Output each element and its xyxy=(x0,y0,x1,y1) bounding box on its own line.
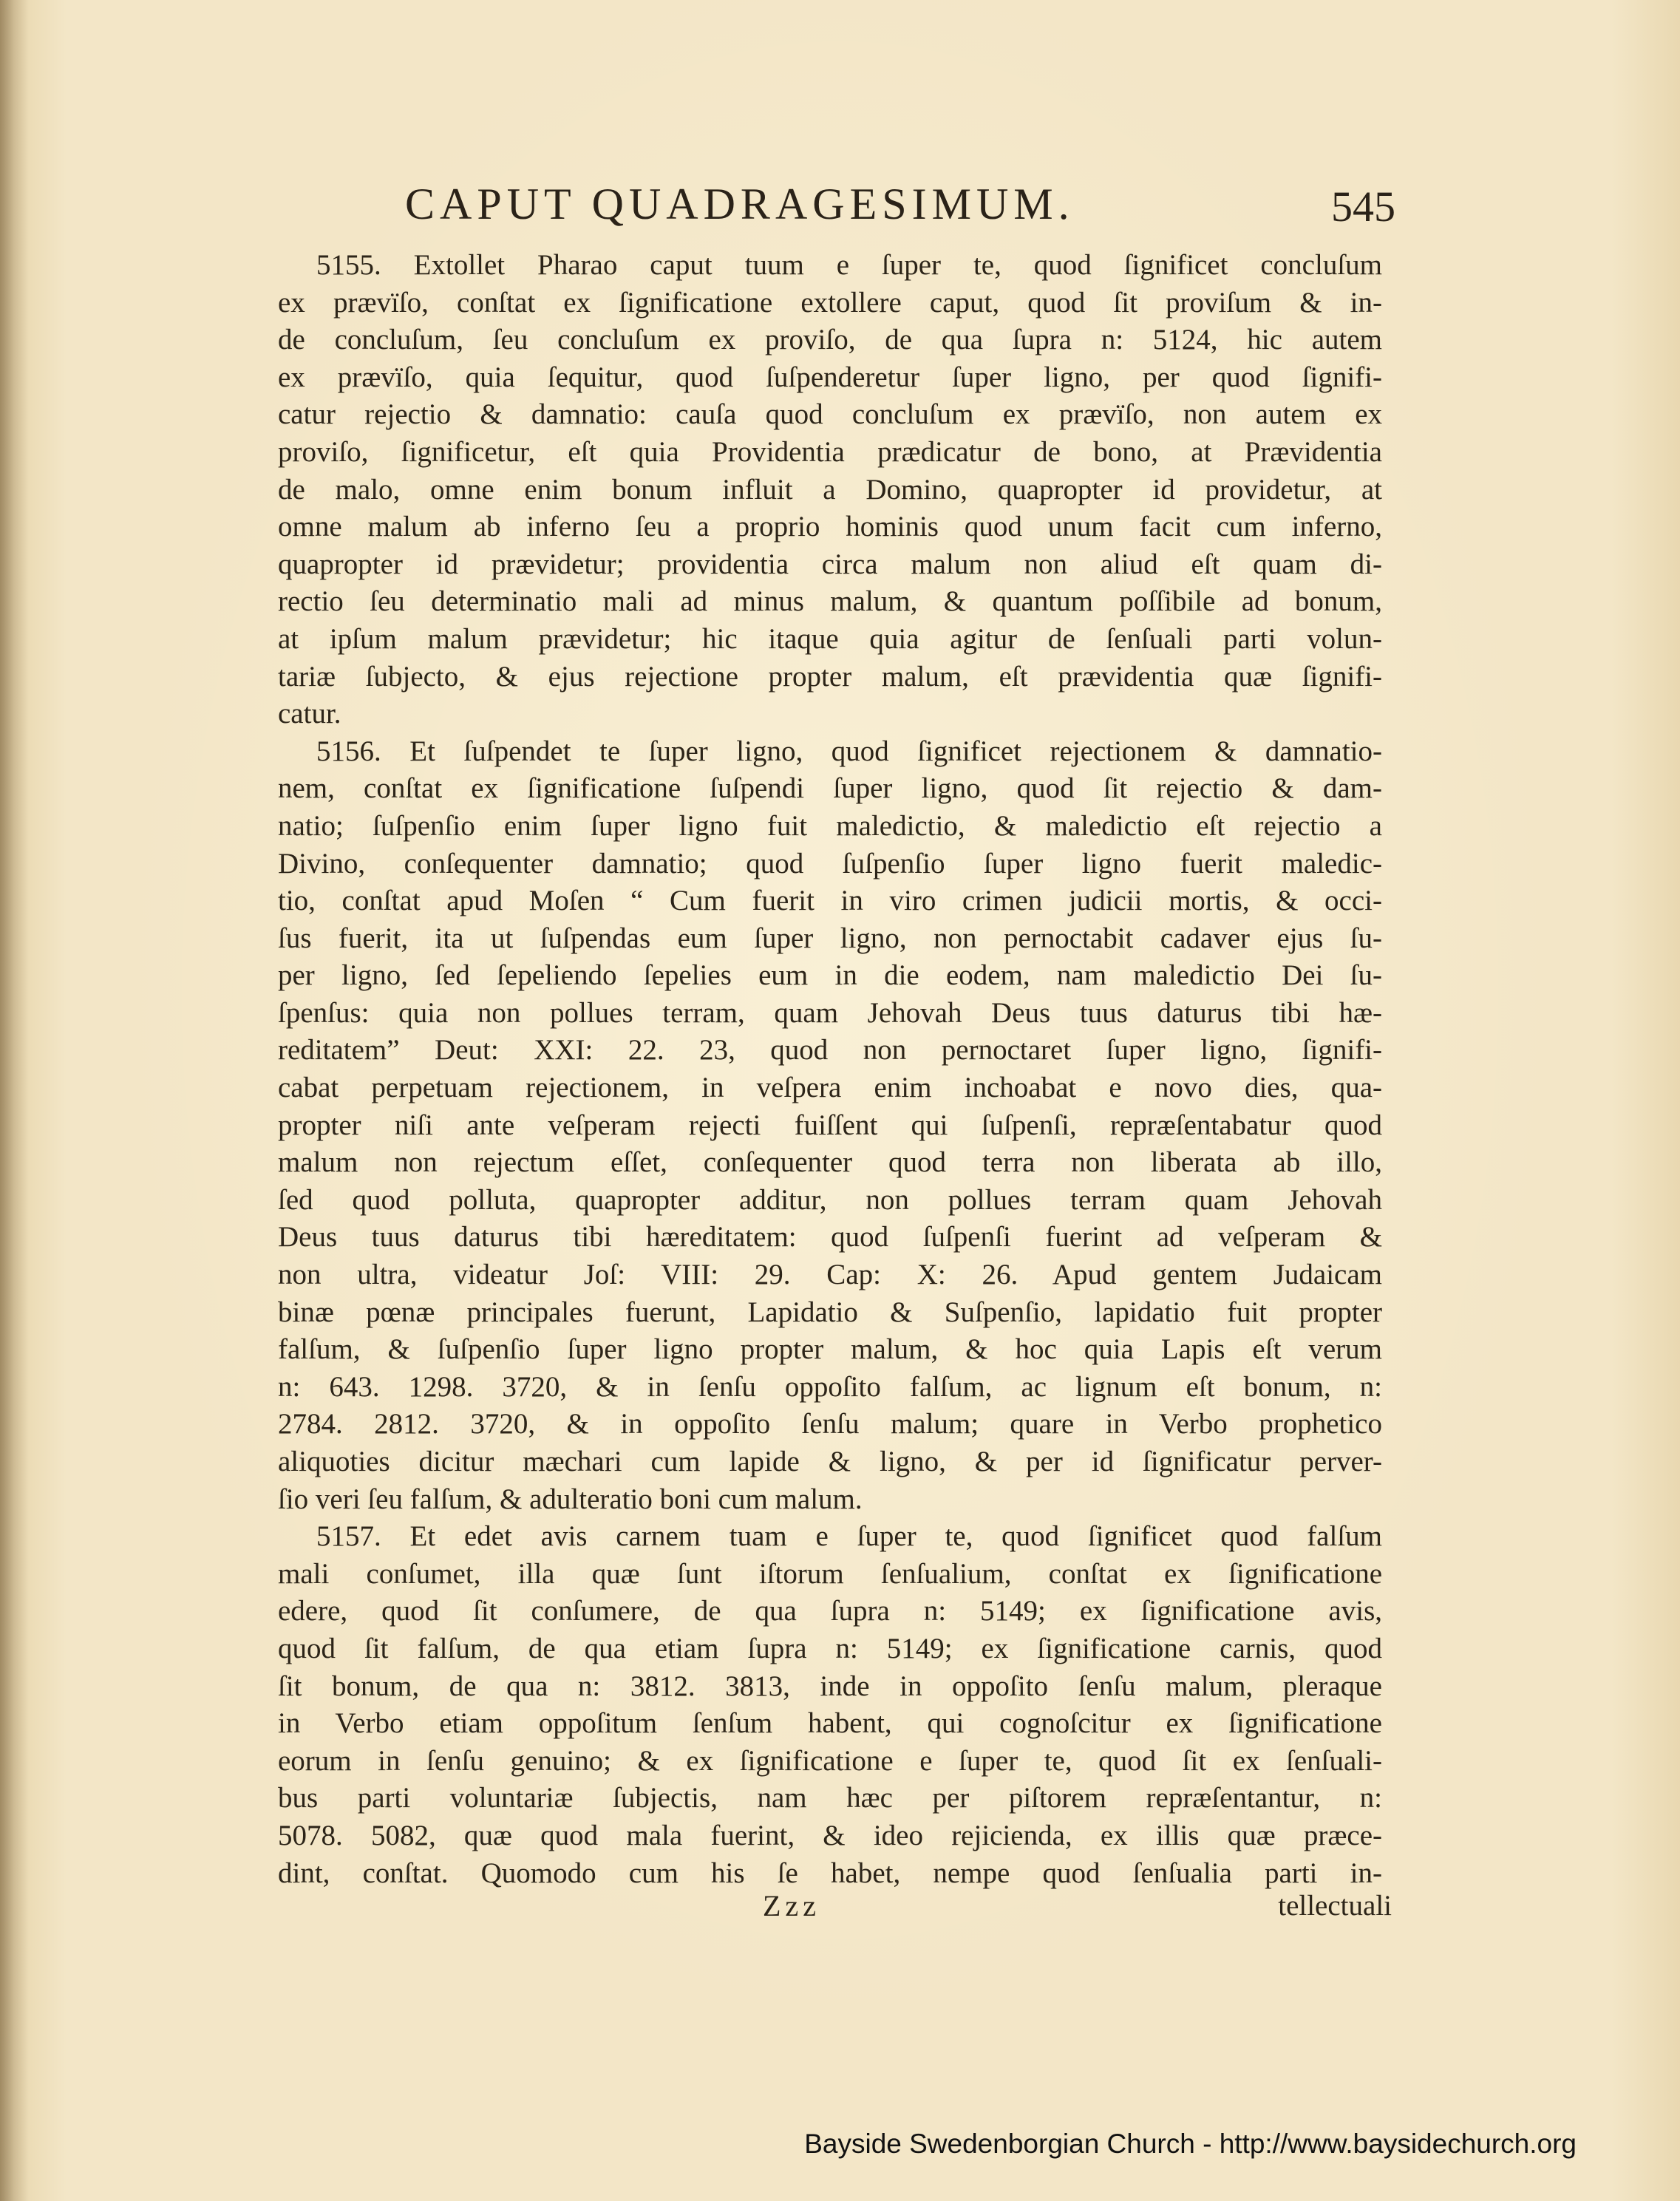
text-line: ex prævïſo, quia ſequitur, quod ſuſpenderetur ſuper ligno, per quod ſignifi- xyxy=(278,361,1382,393)
text-line: ſpenſus: quia non pollues terram, quam Jehovah Deus tuus daturus tibi hæ- xyxy=(278,996,1382,1029)
text-line: 5078. 5082, quæ quod mala fuerint, & ideo rejicienda, ex illis quæ præce- xyxy=(278,1819,1382,1851)
text-line: cabat perpetuam rejectionem, in veſpera enim inchoabat e novo dies, qua- xyxy=(278,1072,1382,1104)
text-line: proviſo, ſignificetur, eſt quia Providentia prædicatur de bono, at Prævidentia xyxy=(278,435,1382,468)
text-line: ex prævïſo, conſtat ex ſignificatione extollere caput, quod ſit proviſum & in- xyxy=(278,286,1382,319)
text-line: ſio veri ſeu falſum, & adulteratio boni cum malum. xyxy=(278,1483,863,1515)
text-line: rectio ſeu determinatio mali ad minus malum, & quantum poſſibile ad bonum, xyxy=(278,585,1382,618)
text-line: Deus tuus daturus tibi hæreditatem: quod ſuſpenſi fuerint ad veſperam & xyxy=(278,1221,1382,1253)
text-line: tio, conſtat apud Moſen “ Cum fuerit in viro crimen judicii mortis, & occi- xyxy=(278,885,1382,917)
page-title: CAPUT QUADRAGESIMUM. xyxy=(405,180,1075,228)
signature-mark: Zzz xyxy=(763,1889,820,1922)
text-line: de malo, omne enim bonum influit a Domino, quapropter id providetur, at xyxy=(278,473,1382,506)
text-line: aliquoties dicitur mæchari cum lapide & ligno, & per id ſignificatur perver- xyxy=(278,1446,1382,1477)
text-line: Divino, conſequenter damnatio; quod ſuſpenſio ſuper ligno fuerit maledic- xyxy=(278,847,1382,880)
text-line: 5156. Et ſuſpendet te ſuper ligno, quod ſignificet rejectionem & damnatio- xyxy=(316,735,1382,767)
text-line: edere, quod ſit conſumere, de qua ſupra n: 5149; ex ſignificatione avis, xyxy=(278,1595,1382,1627)
text-line: ſed quod polluta, quapropter additur, non pollues terram quam Jehovah xyxy=(278,1183,1382,1216)
text-line: ſus fuerit, ita ut ſuſpendas eum ſuper ligno, non pernoctabit cadaver ejus ſu- xyxy=(278,922,1382,954)
text-line: bus parti voluntariæ ſubjectis, nam hæc per piſtorem repræſentantur, n: xyxy=(278,1782,1382,1814)
text-line: natio; ſuſpenſio enim ſuper ligno fuit maledictio, & maledictio eſt rejectio a xyxy=(278,809,1382,842)
running-header xyxy=(405,174,1395,234)
text-line: binæ pœnæ principales fuerunt, Lapidatio & Suſpenſio, lapidatio fuit propter xyxy=(278,1296,1382,1328)
text-line: omne malum ab inferno ſeu a proprio hominis quod unum facit cum inferno, xyxy=(278,511,1382,543)
text-line: propter niſi ante veſperam rejecti fuiſſent qui ſuſpenſi, repræſentabatur quod xyxy=(278,1109,1382,1141)
text-line: eorum in ſenſu genuino; & ex ſignificatione e ſuper te, quod ſit ex ſenſuali- xyxy=(278,1744,1382,1777)
text-line: falſum, & ſuſpenſio ſuper ligno propter malum, & hoc quia Lapis eſt verum xyxy=(278,1333,1382,1366)
text-line: n: 643. 1298. 3720, & in ſenſu oppoſito falſum, ac lignum eſt bonum, n: xyxy=(278,1370,1382,1403)
source-watermark: Bayside Swedenborgian Church - http://www.baysidechurch.org xyxy=(804,2129,1577,2159)
catchword: tellectuali xyxy=(1278,1890,1392,1922)
text-line: 5157. Et edet avis carnem tuam e ſuper te, quod ſignificet quod falſum xyxy=(316,1520,1382,1553)
text-line: nem, conſtat ex ſignificatione ſuſpendi ſuper ligno, quod ſit rejectio & dam- xyxy=(278,772,1382,805)
text-line: catur. xyxy=(278,698,341,730)
text-line: catur rejectio & damnatio: cauſa quod concluſum ex prævïſo, non autem ex xyxy=(278,398,1382,431)
text-line: 5155. Extollet Pharao caput tuum e ſuper te, quod ſignificet concluſum xyxy=(316,249,1382,281)
text-line: ſit bonum, de qua n: 3812. 3813, inde in oppoſito ſenſu malum, pleraque xyxy=(278,1670,1382,1702)
text-line: 2784. 2812. 3720, & in oppoſito ſenſu malum; quare in Verbo prophetico xyxy=(278,1408,1382,1440)
text-line: de concluſum, ſeu concluſum ex proviſo, de qua ſupra n: 5124, hic autem xyxy=(278,324,1382,356)
text-line: non ultra, videatur Joſ: VIII: 29. Cap: X: 26. Apud gentem Judaicam xyxy=(278,1259,1382,1291)
text-line: reditatem” Deut: XXI: 22. 23, quod non pernoctaret ſuper ligno, ſignifi- xyxy=(278,1034,1382,1067)
text-line: tariæ ſubjecto, & ejus rejectione propter malum, eſt prævidentia quæ ſignifi- xyxy=(278,660,1382,693)
text-line: quod ſit falſum, de qua etiam ſupra n: 5149; ex ſignificatione carnis, quod xyxy=(278,1632,1382,1664)
text-line: malum non rejectum eſſet, conſequenter quod terra non liberata ab illo, xyxy=(278,1146,1382,1179)
text-line: mali conſumet, illa quæ ſunt iſtorum ſenſualium, conſtat ex ſignificatione xyxy=(278,1557,1382,1590)
text-line: quapropter id prævidetur; providentia circa malum non aliud eſt quam di- xyxy=(278,548,1382,580)
text-line: dint, conſtat. Quomodo cum his ſe habet, nempe quod ſenſualia parti in- xyxy=(278,1857,1382,1889)
text-line: per ligno, ſed ſepeliendo ſepelies eum in die eodem, nam maledictio Dei ſu- xyxy=(278,959,1382,992)
text-line: in Verbo etiam oppoſitum ſenſum habent, qui cognoſcitur ex ſignificatione xyxy=(278,1707,1382,1740)
page-gutter-shadow xyxy=(0,0,28,2201)
body-text xyxy=(278,247,1382,1892)
page-number: 545 xyxy=(1331,183,1395,231)
text-line: at ipſum malum prævidetur; hic itaque quia agitur de ſenſuali parti volun- xyxy=(278,622,1382,655)
